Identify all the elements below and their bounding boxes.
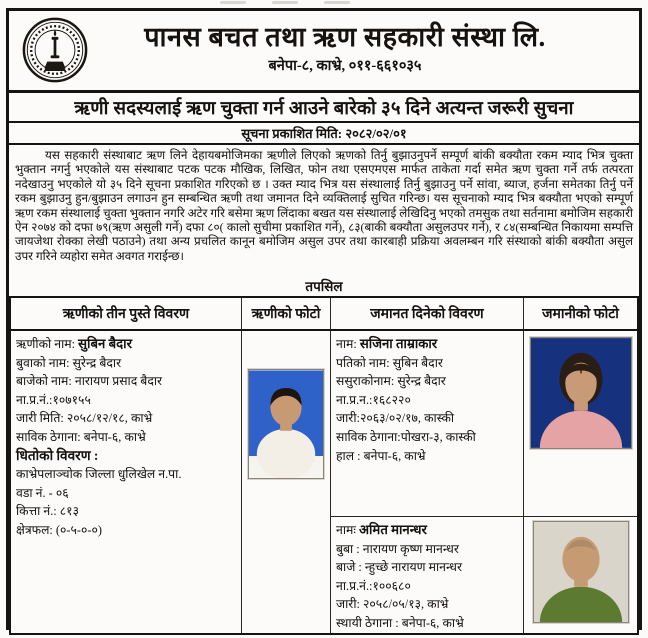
guarantor1-citizenship-line: ना.प्र.न.:१६८२२० [336, 392, 411, 407]
borrower-photo-cell [242, 331, 331, 633]
artifact-mark [272, 1, 298, 4]
published-date-line: सूचना प्रकाशित मिति: २०८२/०२/०१ [9, 123, 639, 145]
col-header-borrower-details: ऋणीको तीन पुस्ते विवरण [11, 298, 242, 331]
guarantor1-husband-line: पतिको नाम: सुबिन बैदार [336, 355, 443, 370]
borrower-grandfather-line: बाजेको नाम: नारायण प्रसाद बैदार [16, 374, 163, 389]
guarantor1-former-address-line: साविक ठेगाना:पोखरा-३, कास्की [336, 429, 476, 444]
guarantor1-details-cell [331, 331, 524, 517]
field-label: नाम: [336, 337, 357, 351]
details-table [9, 296, 639, 635]
notice-document [6, 8, 642, 630]
guarantor1-issued-line: जारी:२०६३/०२/१७, कास्की [336, 411, 455, 426]
guarantor1-photo-cell [524, 331, 637, 517]
artifact-mark [220, 1, 246, 4]
header-text-block [17, 19, 631, 77]
borrower-details-cell [11, 331, 242, 633]
guarantor2-photo [533, 521, 629, 623]
guarantor2-father-line: बुबा : नारायण कृष्ण मानन्धर [336, 541, 459, 556]
organization-address: बनेपा-८, काभ्रे, ०११-६६१०३५ [268, 58, 422, 74]
borrower-citizenship-line: ना.प्र.नं.:१०७१५५ [16, 392, 91, 407]
col-header-guarantor-photo: जमानीको फोटो [524, 298, 637, 331]
guarantor2-details-cell [331, 517, 524, 633]
artifact-mark [324, 1, 350, 4]
cooperative-seal-logo [21, 16, 89, 84]
field-label: नामः [336, 523, 356, 537]
field-label: ऋणीको नाम: [16, 337, 76, 351]
col-header-guarantor-details: जमानत दिनेको विवरण [331, 298, 524, 331]
col-header-borrower-photo: ऋणीको फोटो [242, 298, 331, 331]
collateral-plot-line: कित्ता नं.: ८१३ [16, 504, 79, 519]
guarantor2-citizenship-line: ना.प्र.नं.:१००६८० [336, 578, 411, 593]
guarantor1-name-line [336, 335, 518, 354]
guarantor2-photo-cell [524, 517, 637, 633]
collateral-heading: धितोको विवरण : [16, 447, 99, 463]
collateral-location-line: काभ्रेपलाञ्चोक जिल्ला धुलिखेल न.पा. [16, 467, 182, 482]
borrower-former-address-line: साविक ठेगाना: बनेपा-६, काभ्रे [16, 429, 146, 444]
collateral-ward-line: वडा नं. - ०६ [16, 485, 69, 500]
guarantor2-issued-line: जारी: २०५८/०५/१३, काभ्रे [336, 597, 449, 612]
guarantor2-grandfather-line: बाजे : न्हुच्छे नारायण मानन्धर [336, 560, 463, 575]
organization-name: पानस बचत तथा ऋण सहकारी संस्था लि. [144, 22, 546, 52]
document-header [9, 11, 639, 90]
borrower-name-line [16, 335, 236, 354]
guarantor2-permanent-address-line: स्थायी ठेगाना : बनेपा-६, काभ्रे [336, 615, 464, 630]
guarantor2-name: अमित मानन्धर [358, 522, 427, 537]
borrower-father-line: बुवाको नाम: सुरेन्द्र बैदार [16, 355, 122, 370]
page-edge-print-artifact [220, 1, 460, 7]
borrower-photo [248, 369, 324, 479]
guarantor1-photo [530, 337, 632, 449]
borrower-name: सुबिन बैदार [78, 336, 132, 351]
notice-title: ऋणी सदस्यलाई ऋण चुक्ता गर्न आउने बारेको ३५ दिने अत्यन्त जरूरी सुचना [9, 90, 639, 123]
guarantor1-name: सजिना ताम्राकार [359, 336, 438, 351]
collateral-area-line: क्षेत्रफल: (०-५-०-०) [16, 522, 102, 537]
notice-body-paragraph: यस सहकारी संस्थाबाट ऋण लिने देहायबमोजिमका ऋणीले लिएको ऋणको तिर्नु बुझाउनुपर्ने सम्पूर्ण बांकी बक्यौता रकम म्याद भित्र चुक्ता भुक्तान नगर्नु भएकोले यस संस्थाबाट पटक पटक मौखिक, लिखित, फोन तथा एसएमएस मार्फत ताकेता गर्दा समेत ऋण चुक्ता गर्ने तर्फ तत्परता नदेखाउनु भएकोले यो ३५ दिने सूचना प्रकाशित गरिएको छ । उक्त म्याद भित्र यस संस्थालाई तिर्नु बुझाउनु पर्ने सांवा, ब्याज, हर्जना समेतका तिर्नु पर्ने रकम बुझाउनु हुन/बुझाउन लगाउन हुन सम्बन्धित ऋणी तथा जमानत दिने व्यक्तिलाई सुचित गरिन्छ। यस सूचनाको म्याद भित्र बक्यौता भएको सम्पूर्ण ऋण रकम संस्थालाई चुक्ता भुक्तान नगरि अटेर गरि बसेमा ऋण लिंदाका बखत यस संस्थालाई लेखिदिनु भएको तमसुक तथा सर्तनामा बमोजिम सहकारी ऐन २०७४ को दफा ७९(ऋण असुली गर्ने) दफा ८०( कालो सुचीमा प्रकाशित गर्ने), ८३(बाकी बक्यौता असुलउपर गर्ने), र ८४(सम्बन्धित निकायमा सम्पत्ति जायजेथा रोक्का लेखी पठाउने) तथा अन्य प्रचलित कानून बमोजिम असुल उपर तथा कारबाही प्रक्रिया अवलम्बन गरि संस्थाको बांकी बक्यौता असुल उपर गरिने व्यहोरा समेत अवगत गराईन्छ। [15, 148, 633, 263]
seal-lamp-icon [44, 30, 65, 71]
guarantor1-father-in-law-line: ससुराकोनाम: सुरेन्द्र बैदार [336, 374, 446, 389]
guarantor2-name-line [336, 521, 518, 540]
schedule-heading: तपसिल [305, 279, 343, 294]
borrower-issued-line: जारी मिति: २०५८/१२/१८, काभ्रे [16, 411, 153, 426]
guarantor1-current-address-line: हाल : बनेपा-६, काभ्रे [336, 448, 426, 463]
